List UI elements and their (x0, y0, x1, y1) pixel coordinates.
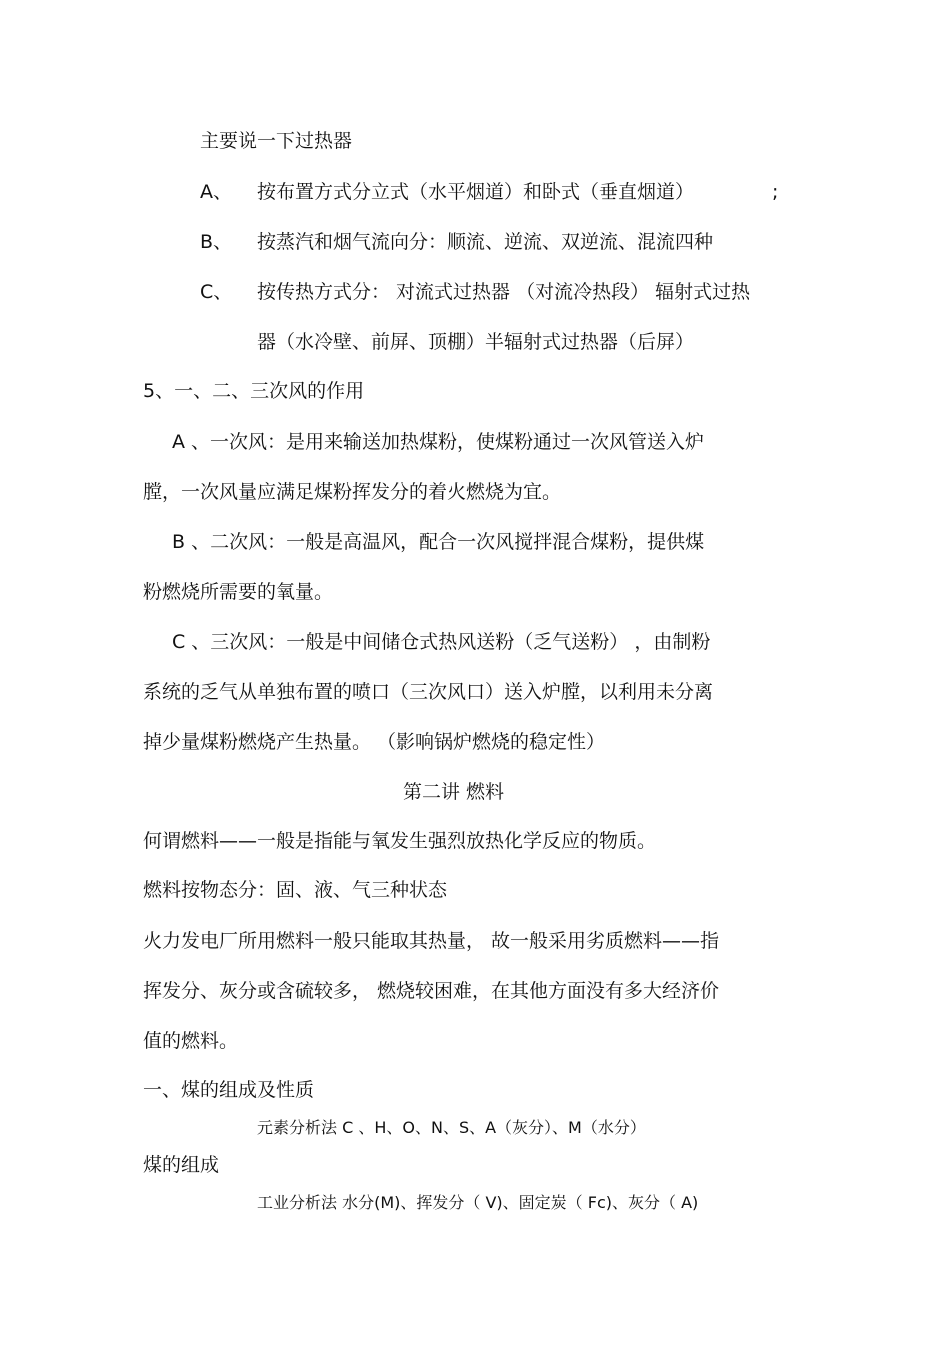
superheater-a-text: 按布置方式分立式（水平烟道）和卧式（垂直烟道） (257, 181, 695, 203)
air-c-line2: 系统的乏气从单独布置的喷口（三次风口）送入炉膛，以利用未分离 (143, 681, 714, 703)
superheater-b-label: B、 (200, 231, 233, 253)
air-b-line2: 粉燃烧所需要的氧量。 (143, 581, 334, 603)
superheater-a-label: A、 (200, 181, 232, 203)
air-c-line1: C 、三次风：一般是中间储仓式热风送粉（乏气送粉） ，由制粉 (172, 631, 711, 653)
air-a-line1: A 、一次风：是用来输送加热煤粉，使煤粉通过一次风管送入炉 (172, 431, 705, 453)
superheater-a-tail: ; (772, 181, 779, 203)
lecture-title: 第二讲 燃料 (403, 781, 505, 803)
superheater-c-text2: 器（水冷壁、前屏、顶棚）半辐射式过热器（后屏） (257, 331, 695, 353)
coal-elemental-analysis: 元素分析法 C 、H、O、N、S、A（灰分）、M（水分） (257, 1118, 646, 1137)
fuel-plant-line3: 值的燃料。 (143, 1030, 239, 1052)
fuel-states: 燃料按物态分：固、液、气三种状态 (143, 879, 448, 901)
coal-industrial-analysis: 工业分析法 水分(M)、挥发分（ V)、固定炭（ Fc)、灰分（ A) (257, 1193, 699, 1212)
coal-heading: 一、煤的组成及性质 (143, 1079, 315, 1101)
fuel-plant-line2: 挥发分、灰分或含硫较多， 燃烧较困难，在其他方面没有多大经济价 (143, 980, 720, 1002)
fuel-definition: 何谓燃料——一般是指能与氧发生强烈放热化学反应的物质。 (143, 830, 657, 852)
air-c-line3: 掉少量煤粉燃烧产生热量。 （影响锅炉燃烧的稳定性） (143, 731, 606, 753)
superheater-c-text1: 按传热方式分： 对流式过热器 （对流冷热段） 辐射式过热 (257, 281, 751, 303)
superheater-b-text: 按蒸汽和烟气流向分：顺流、逆流、双逆流、混流四种 (257, 231, 714, 253)
fuel-plant-line1: 火力发电厂所用燃料一般只能取其热量， 故一般采用劣质燃料——指 (143, 930, 720, 952)
air-b-line1: B 、二次风：一般是高温风，配合一次风搅拌混合煤粉，提供煤 (172, 531, 705, 553)
intro-line: 主要说一下过热器 (200, 130, 353, 152)
coal-composition-label: 煤的组成 (143, 1154, 220, 1176)
superheater-c-label: C、 (200, 281, 233, 303)
section5-title: 5、一、二、三次风的作用 (143, 380, 365, 402)
air-a-line2: 膛，一次风量应满足煤粉挥发分的着火燃烧为宜。 (143, 481, 562, 503)
